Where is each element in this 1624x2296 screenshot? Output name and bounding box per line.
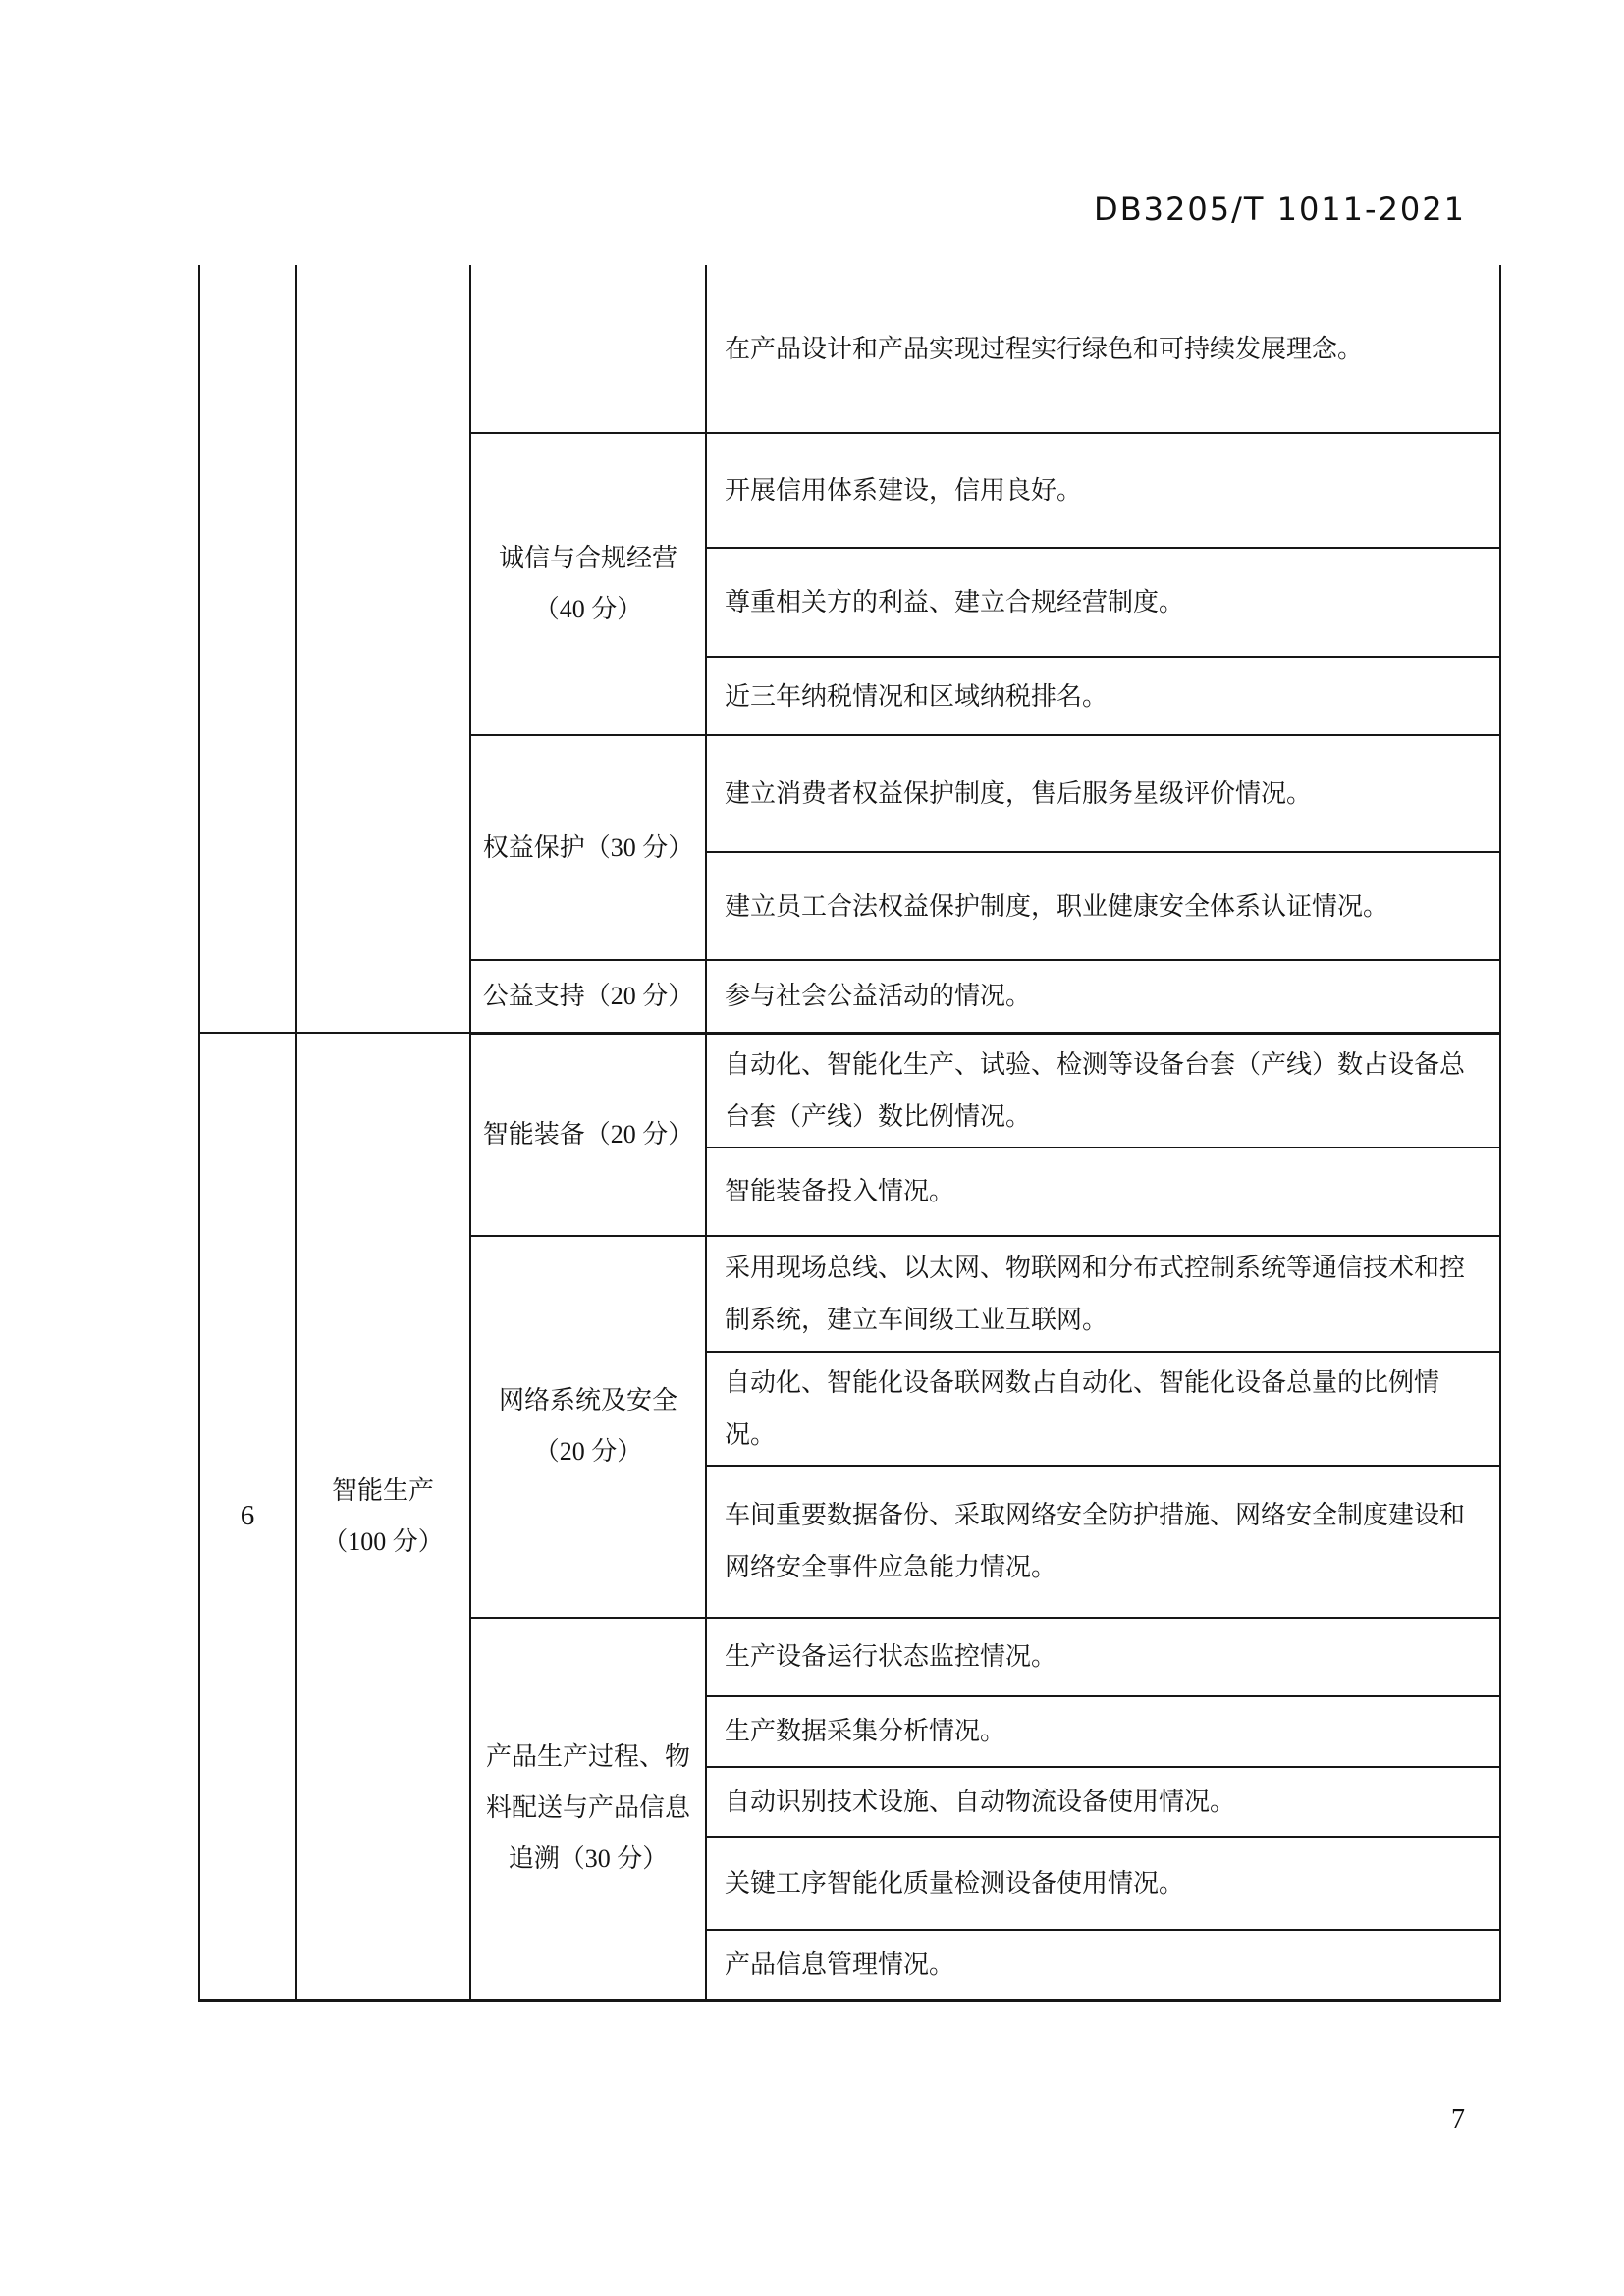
cell-subcategory: 诚信与合规经营（40 分）	[470, 433, 706, 735]
page-number: 7	[1451, 2105, 1465, 2135]
cell-criteria: 建立消费者权益保护制度，售后服务星级评价情况。	[706, 735, 1500, 852]
cell-subcategory: 公益支持（20 分）	[470, 960, 706, 1033]
cell-criteria: 自动化、智能化生产、试验、检测等设备台套（产线）数占设备总台套（产线）数比例情况。	[706, 1033, 1500, 1148]
cell-criteria: 车间重要数据备份、采取网络安全防护措施、网络安全制度建设和网络安全事件应急能力情况。	[706, 1466, 1500, 1618]
cell-criteria: 产品信息管理情况。	[706, 1930, 1500, 2001]
cell-criteria: 自动化、智能化设备联网数占自动化、智能化设备总量的比例情况。	[706, 1352, 1500, 1466]
cell-criteria: 参与社会公益活动的情况。	[706, 960, 1500, 1033]
cell-criteria: 开展信用体系建设，信用良好。	[706, 433, 1500, 548]
table-row	[199, 265, 1500, 433]
cell-criteria: 在产品设计和产品实现过程实行绿色和可持续发展理念。	[706, 265, 1500, 433]
cell-subcategory-continued	[470, 265, 706, 433]
cell-criteria: 智能装备投入情况。	[706, 1148, 1500, 1236]
cell-criteria: 尊重相关方的利益、建立合规经营制度。	[706, 548, 1500, 657]
cell-serial: 6	[199, 1033, 296, 2001]
cell-criteria: 建立员工合法权益保护制度，职业健康安全体系认证情况。	[706, 852, 1500, 960]
cell-criteria: 生产设备运行状态监控情况。	[706, 1618, 1500, 1696]
cell-category: 智能生产（100 分）	[296, 1033, 470, 2001]
cell-subcategory: 权益保护（30 分）	[470, 735, 706, 960]
cell-serial-continued	[199, 265, 296, 1033]
cell-subcategory: 产品生产过程、物料配送与产品信息追溯（30 分）	[470, 1618, 706, 2001]
cell-category-continued	[296, 265, 470, 1033]
standard-code: DB3205/T 1011-2021	[1094, 190, 1466, 228]
cell-subcategory: 智能装备（20 分）	[470, 1033, 706, 1236]
cell-criteria: 关键工序智能化质量检测设备使用情况。	[706, 1837, 1500, 1930]
cell-criteria: 近三年纳税情况和区域纳税排名。	[706, 657, 1500, 735]
evaluation-table	[198, 265, 1501, 2002]
cell-criteria: 生产数据采集分析情况。	[706, 1696, 1500, 1767]
cell-subcategory: 网络系统及安全（20 分）	[470, 1236, 706, 1618]
table-row	[199, 1033, 1500, 1148]
cell-criteria: 采用现场总线、以太网、物联网和分布式控制系统等通信技术和控制系统，建立车间级工业互联网。	[706, 1236, 1500, 1352]
cell-criteria: 自动识别技术设施、自动物流设备使用情况。	[706, 1767, 1500, 1837]
